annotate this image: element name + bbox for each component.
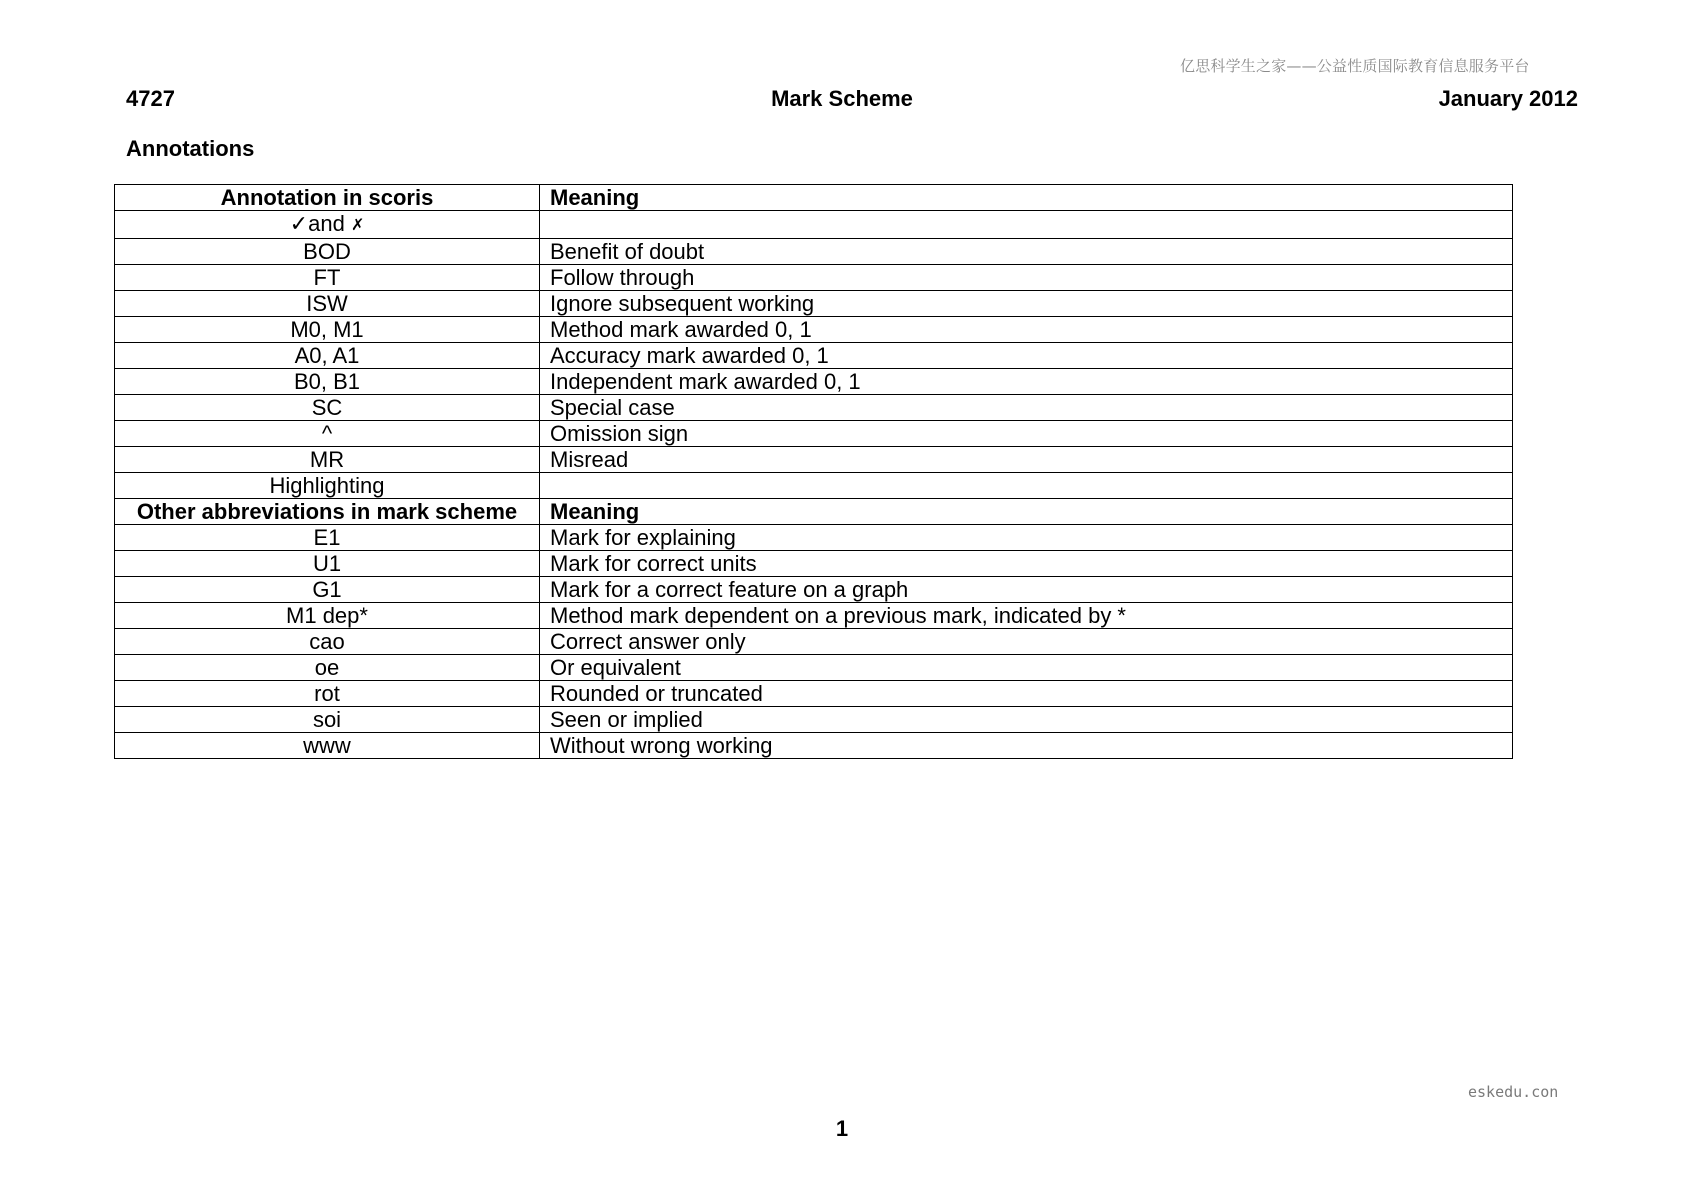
cross-icon: ✗ xyxy=(350,217,365,234)
table-row xyxy=(115,551,1513,577)
annotation-cell: A0, A1 xyxy=(115,343,540,369)
annotation-cell: oe xyxy=(115,655,540,681)
page-number: 1 xyxy=(835,1116,849,1141)
table-row xyxy=(115,421,1513,447)
meaning-cell: Follow through xyxy=(540,265,1513,291)
annotation-cell: Highlighting xyxy=(115,473,540,499)
annotation-cell: M1 dep* xyxy=(115,603,540,629)
table-row xyxy=(115,343,1513,369)
annotation-cell: rot xyxy=(115,681,540,707)
annotation-cell: www xyxy=(115,733,540,759)
table-row xyxy=(115,317,1513,343)
and-text: and xyxy=(308,211,345,236)
table-row xyxy=(115,577,1513,603)
meaning-cell: Or equivalent xyxy=(540,655,1513,681)
meaning-cell: Benefit of doubt xyxy=(540,239,1513,265)
table-row xyxy=(115,733,1513,759)
header-annotation-cell: Annotation in scoris xyxy=(115,185,540,211)
meaning-cell: Rounded or truncated xyxy=(540,681,1513,707)
meaning-cell: Mark for explaining xyxy=(540,525,1513,551)
tick-icon: ✓ xyxy=(289,211,309,236)
table-row xyxy=(115,447,1513,473)
annotation-cell: BOD xyxy=(115,239,540,265)
meaning-cell: Without wrong working xyxy=(540,733,1513,759)
meaning-cell: Method mark dependent on a previous mark, indicated by * xyxy=(540,603,1513,629)
section-title: Annotations xyxy=(126,136,255,161)
watermark-top: 亿思科学生之家——公益性质国际教育信息服务平台 xyxy=(1180,57,1530,75)
annotation-cell: FT xyxy=(115,265,540,291)
annotation-cell: E1 xyxy=(115,525,540,551)
watermark-bottom: eskedu.con xyxy=(1468,1083,1559,1101)
table-row xyxy=(115,369,1513,395)
meaning-cell: Independent mark awarded 0, 1 xyxy=(540,369,1513,395)
table-row xyxy=(115,211,1513,239)
meaning-cell: Misread xyxy=(540,447,1513,473)
meaning-cell: Omission sign xyxy=(540,421,1513,447)
table-subheader-row xyxy=(115,499,1513,525)
table-row xyxy=(115,603,1513,629)
annotation-cell: soi xyxy=(115,707,540,733)
table-row xyxy=(115,681,1513,707)
annotations-table xyxy=(114,184,1513,759)
meaning-cell: Seen or implied xyxy=(540,707,1513,733)
table-row xyxy=(115,265,1513,291)
meaning-cell: Correct answer only xyxy=(540,629,1513,655)
table-row xyxy=(115,707,1513,733)
meaning-cell: Accuracy mark awarded 0, 1 xyxy=(540,343,1513,369)
meaning-cell: Ignore subsequent working xyxy=(540,291,1513,317)
annotation-cell: G1 xyxy=(115,577,540,603)
table-header-row xyxy=(115,185,1513,211)
table-row xyxy=(115,655,1513,681)
annotation-cell: B0, B1 xyxy=(115,369,540,395)
meaning-cell xyxy=(540,211,1513,239)
meaning-cell: Method mark awarded 0, 1 xyxy=(540,317,1513,343)
subheader-meaning-cell: Meaning xyxy=(540,499,1513,525)
table-row xyxy=(115,629,1513,655)
table-row xyxy=(115,525,1513,551)
annotation-cell: ^ xyxy=(115,421,540,447)
meaning-cell: Mark for correct units xyxy=(540,551,1513,577)
annotation-cell: ISW xyxy=(115,291,540,317)
table-row xyxy=(115,291,1513,317)
tick-and-cross-cell xyxy=(115,211,540,239)
annotation-cell: SC xyxy=(115,395,540,421)
page-title: Mark Scheme xyxy=(771,86,913,111)
meaning-cell xyxy=(540,473,1513,499)
header-meaning-cell: Meaning xyxy=(540,185,1513,211)
annotation-cell: MR xyxy=(115,447,540,473)
subheader-annotation-cell: Other abbreviations in mark scheme xyxy=(115,499,540,525)
table-row xyxy=(115,395,1513,421)
paper-code: 4727 xyxy=(126,86,175,111)
meaning-cell: Special case xyxy=(540,395,1513,421)
meaning-cell: Mark for a correct feature on a graph xyxy=(540,577,1513,603)
table-row xyxy=(115,473,1513,499)
annotation-cell: M0, M1 xyxy=(115,317,540,343)
annotation-cell: cao xyxy=(115,629,540,655)
table-row xyxy=(115,239,1513,265)
exam-date: January 2012 xyxy=(1438,86,1578,111)
annotation-cell: U1 xyxy=(115,551,540,577)
